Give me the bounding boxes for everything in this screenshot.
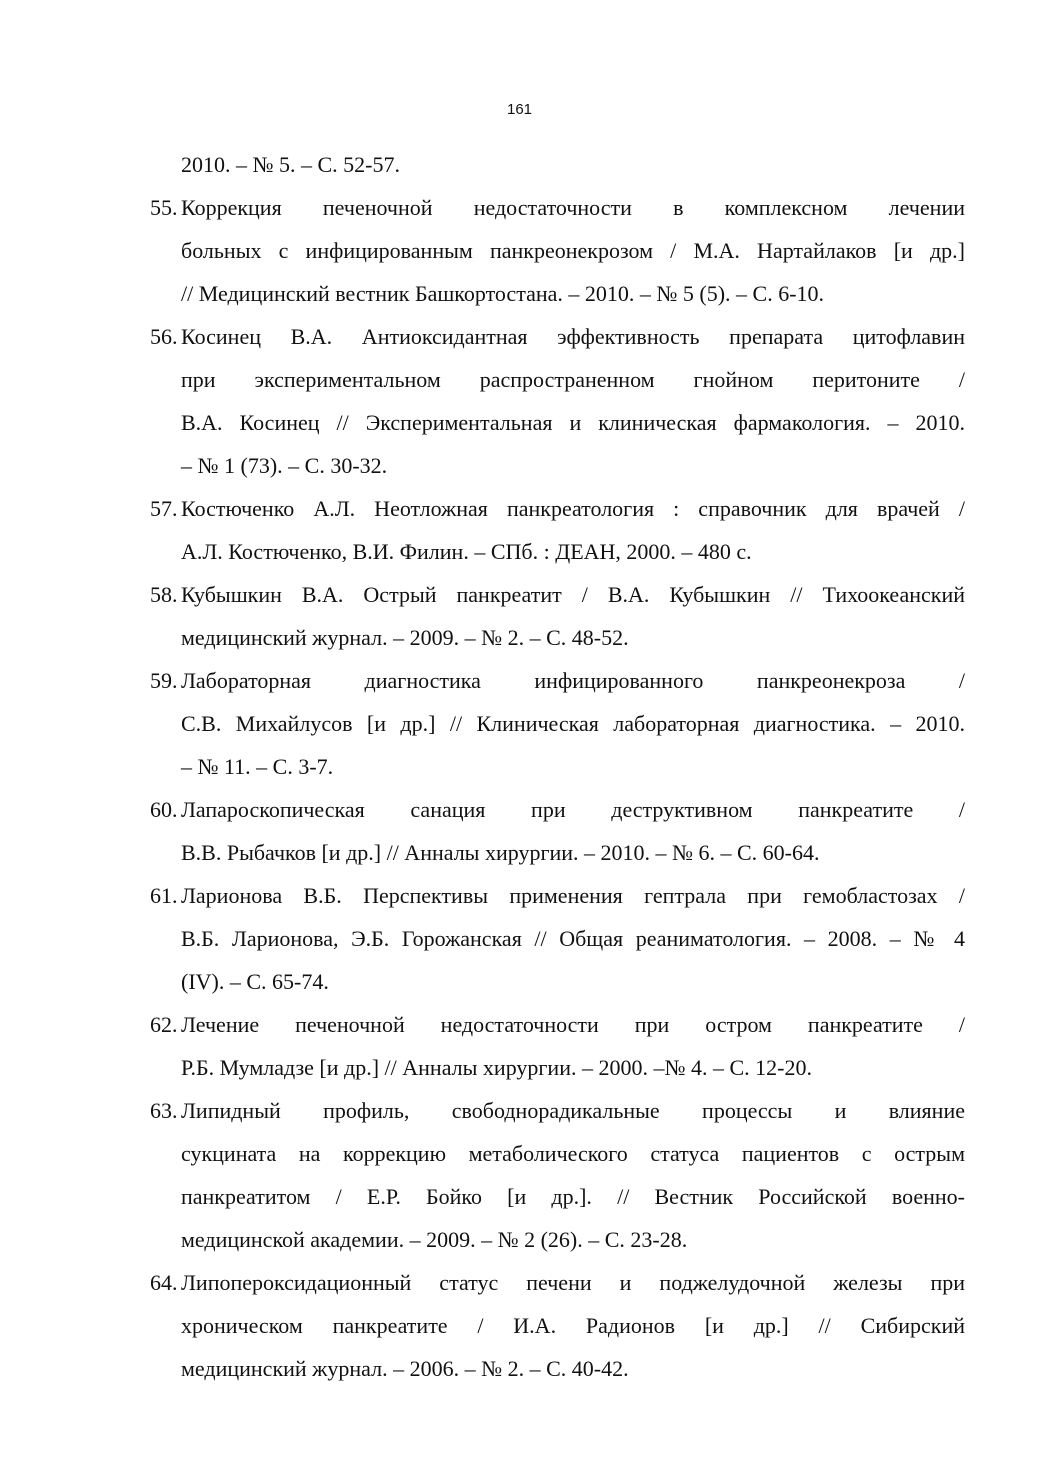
- reference-line: Кубышкин В.А. Острый панкреатит / В.А. Кубышкин // Тихоокеанский: [181, 582, 965, 607]
- reference-text: [150, 315, 965, 487]
- reference-number: 63.: [150, 1098, 178, 1123]
- reference-text: [150, 573, 965, 659]
- reference-line: // Медицинский вестник Башкортостана. – 2010. – № 5 (5). – С. 6-10.: [181, 281, 825, 306]
- reference-line: Лапароскопическая санация при деструктивном панкреатите /: [181, 797, 965, 822]
- reference-line: (IV). – С. 65-74.: [181, 969, 329, 994]
- reference-line: Ларионова В.Б. Перспективы применения гептрала при гемобластозах /: [181, 883, 965, 908]
- reference-number: 60.: [150, 797, 178, 822]
- reference-line: медицинской академии. – 2009. – № 2 (26). – С. 23-28.: [181, 1227, 688, 1252]
- reference-number: 58.: [150, 582, 178, 607]
- reference-line: В.А. Косинец // Экспериментальная и клиническая фармакология. – 2010.: [181, 410, 965, 435]
- reference-text: [150, 874, 965, 1003]
- reference-line: Липидный профиль, свободнорадикальные процессы и влияние: [181, 1098, 965, 1123]
- reference-line: В.В. Рыбачков [и др.] // Анналы хирургии. – 2010. – № 6. – С. 60-64.: [181, 840, 820, 865]
- reference-entry: [150, 788, 965, 874]
- reference-entry: [150, 315, 965, 487]
- reference-text: [150, 186, 965, 315]
- reference-list: [150, 143, 965, 1390]
- reference-number: 55.: [150, 195, 178, 220]
- reference-line: – № 1 (73). – С. 30-32.: [181, 453, 388, 478]
- reference-entry: [150, 573, 965, 659]
- reference-entry: [150, 1261, 965, 1390]
- reference-text: [150, 1003, 965, 1089]
- reference-text: [150, 659, 965, 788]
- reference-number: 59.: [150, 668, 178, 693]
- reference-line: больных с инфицированным панкреонекрозом / М.А. Нартайлаков [и др.]: [181, 238, 965, 263]
- reference-entry: [150, 487, 965, 573]
- continuation-line: 2010. – № 5. – С. 52-57.: [181, 152, 400, 177]
- reference-line: Костюченко А.Л. Неотложная панкреатология : справочник для врачей /: [181, 496, 965, 521]
- reference-entry: [150, 1089, 965, 1261]
- reference-line: Р.Б. Мумладзе [и др.] // Анналы хирургии. – 2000. –№ 4. – С. 12-20.: [181, 1055, 812, 1080]
- reference-line: – № 11. – С. 3-7.: [181, 754, 334, 779]
- reference-entry: [150, 874, 965, 1003]
- reference-number: 62.: [150, 1012, 178, 1037]
- reference-line: С.В. Михайлусов [и др.] // Клиническая лабораторная диагностика. – 2010.: [181, 711, 965, 736]
- page-number: 161: [506, 101, 533, 118]
- reference-number: 56.: [150, 324, 178, 349]
- reference-number: 57.: [150, 496, 178, 521]
- reference-number: 64.: [150, 1270, 178, 1295]
- reference-number: 61.: [150, 883, 178, 908]
- reference-line: медицинский журнал. – 2006. – № 2. – С. 40-42.: [181, 1356, 629, 1381]
- reference-line: Коррекция печеночной недостаточности в комплексном лечении: [181, 195, 965, 220]
- reference-line: В.Б. Ларионова, Э.Б. Горожанская // Общая реаниматология. – 2008. – № 4: [181, 926, 965, 951]
- reference-line: Лабораторная диагностика инфицированного панкреонекроза /: [181, 668, 965, 693]
- reference-text: [150, 1089, 965, 1261]
- reference-text: [150, 788, 965, 874]
- reference-line: Липопероксидационный статус печени и поджелудочной железы при: [181, 1270, 965, 1295]
- reference-text: [150, 1261, 965, 1390]
- reference-entry: [150, 186, 965, 315]
- reference-line: панкреатитом / Е.Р. Бойко [и др.]. // Вестник Российской военно-: [181, 1184, 965, 1209]
- reference-line: А.Л. Костюченко, В.И. Филин. – СПб. : ДЕАН, 2000. – 480 с.: [181, 539, 752, 564]
- reference-line: Лечение печеночной недостаточности при остром панкреатите /: [181, 1012, 965, 1037]
- reference-line: Косинец В.А. Антиоксидантная эффективность препарата цитофлавин: [181, 324, 965, 349]
- reference-line: медицинский журнал. – 2009. – № 2. – С. 48-52.: [181, 625, 629, 650]
- reference-line: сукцината на коррекцию метаболического статуса пациентов с острым: [181, 1141, 965, 1166]
- reference-entry: [150, 659, 965, 788]
- reference-text: [150, 487, 965, 573]
- reference-entry: [150, 1003, 965, 1089]
- reference-line: при экспериментальном распространенном гнойном перитоните /: [181, 367, 965, 392]
- reference-line: хроническом панкреатите / И.А. Радионов [и др.] // Сибирский: [181, 1313, 965, 1338]
